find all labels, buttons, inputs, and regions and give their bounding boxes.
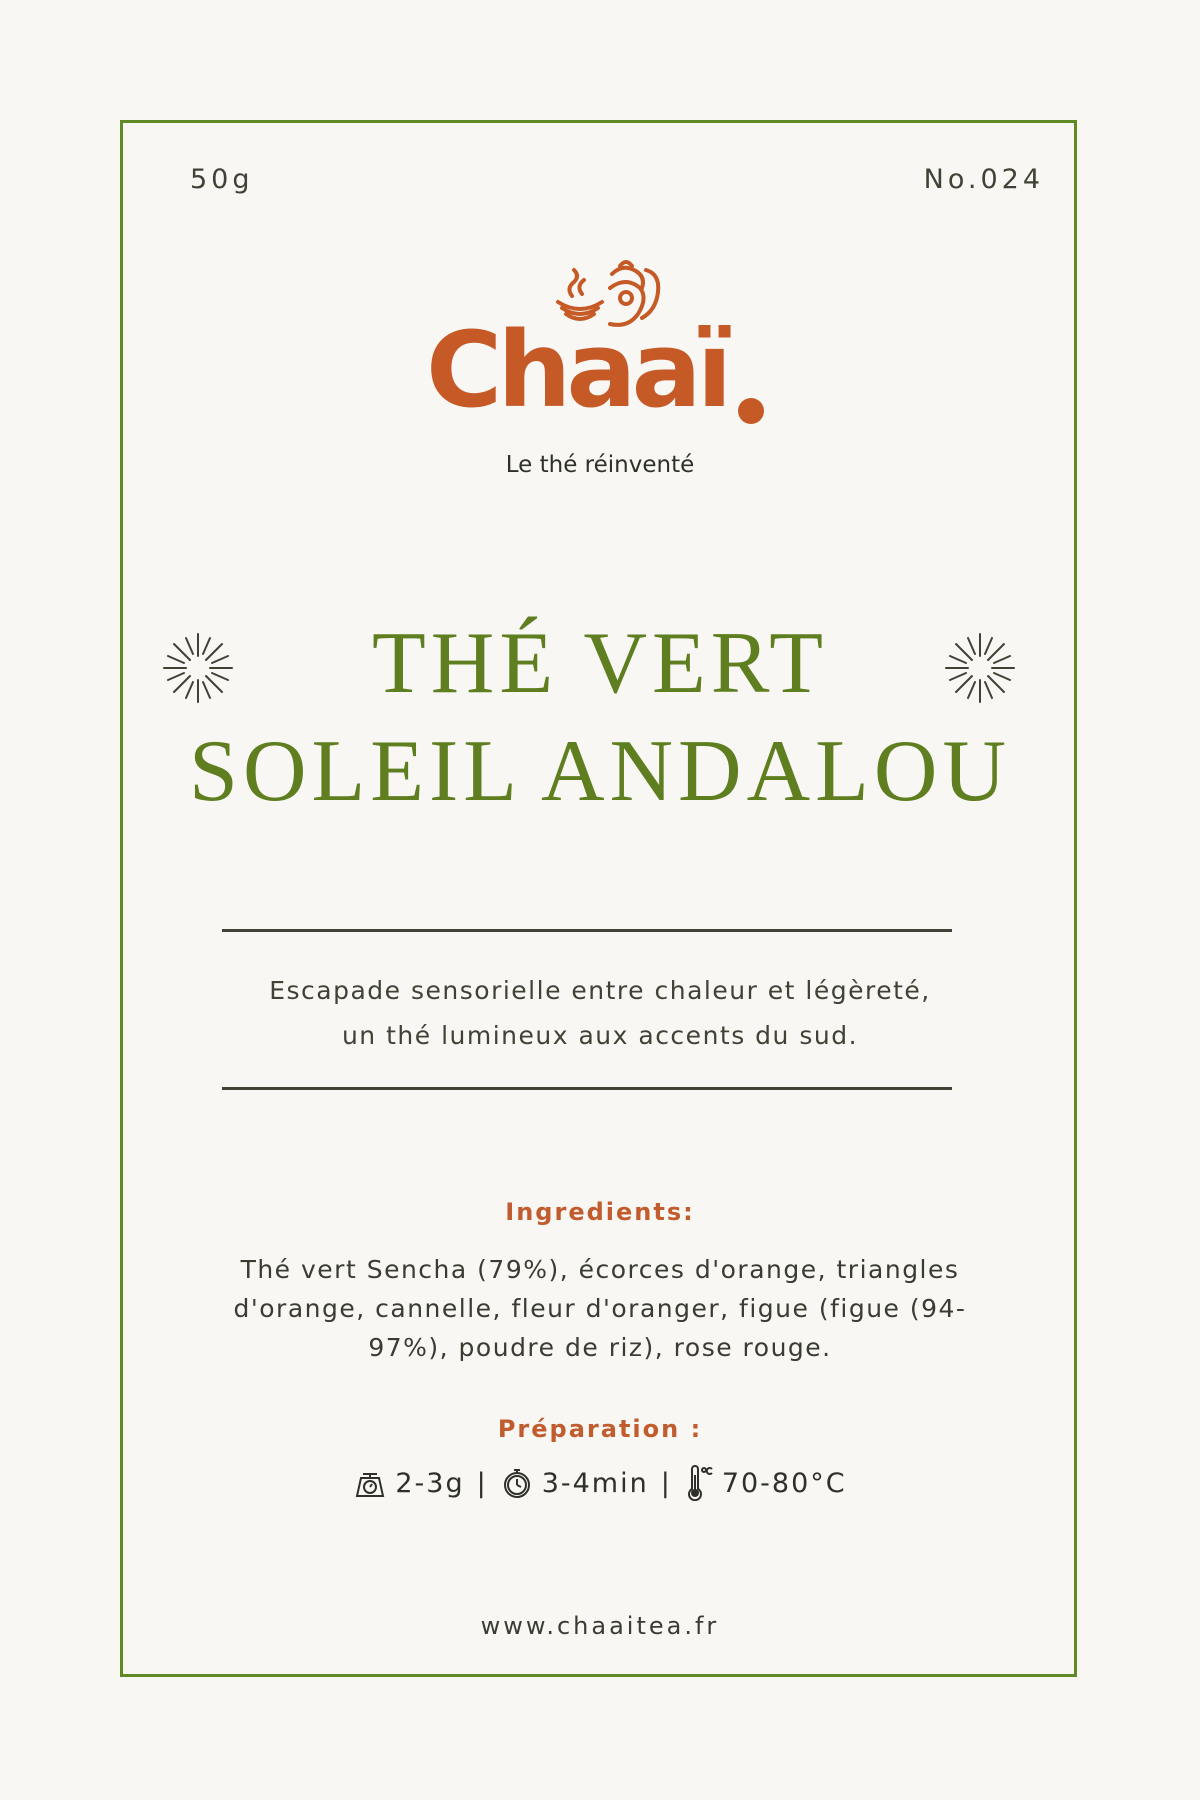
product-title-line1: THÉ VERT [372,615,828,712]
website-link[interactable]: www.chaaitea.fr [480,1612,720,1640]
time-value: 3-4min [541,1467,649,1499]
dose-value: 2-3g [395,1467,465,1499]
separator: | [660,1467,672,1499]
divider-top [222,929,952,932]
separator: | [476,1467,488,1499]
description-line1: Escapade sensorielle entre chaleur et légèreté, [269,976,931,1005]
preparation-heading: Préparation : [497,1415,703,1443]
brand-name: Chaaï [426,309,728,431]
preparation-row [0,1465,1200,1501]
divider-bottom [222,1087,952,1090]
stopwatch-icon [500,1466,534,1500]
brand-tagline: Le thé réinventé [505,452,695,478]
temperature-value: 70-80°C [721,1467,847,1499]
scale-icon [353,1466,387,1500]
thermometer-icon [684,1465,714,1501]
description-line2: un thé lumineux aux accents du sud. [341,1021,859,1050]
product-description [0,968,1200,1058]
ingredients-text: Thé vert Sencha (79%), écorces d'orange, triangles d'orange, cannelle, fleur d'oranger, figue (figue (94-97%), poudre de riz), rose rouge. [233,1255,967,1362]
brand-dot [738,398,764,424]
weight-label: 50g [190,164,254,195]
product-number: No.024 [923,164,1044,195]
product-title-line2: SOLEIL ANDALOU [189,723,1011,820]
ingredients-heading: Ingredients: [505,1198,695,1226]
